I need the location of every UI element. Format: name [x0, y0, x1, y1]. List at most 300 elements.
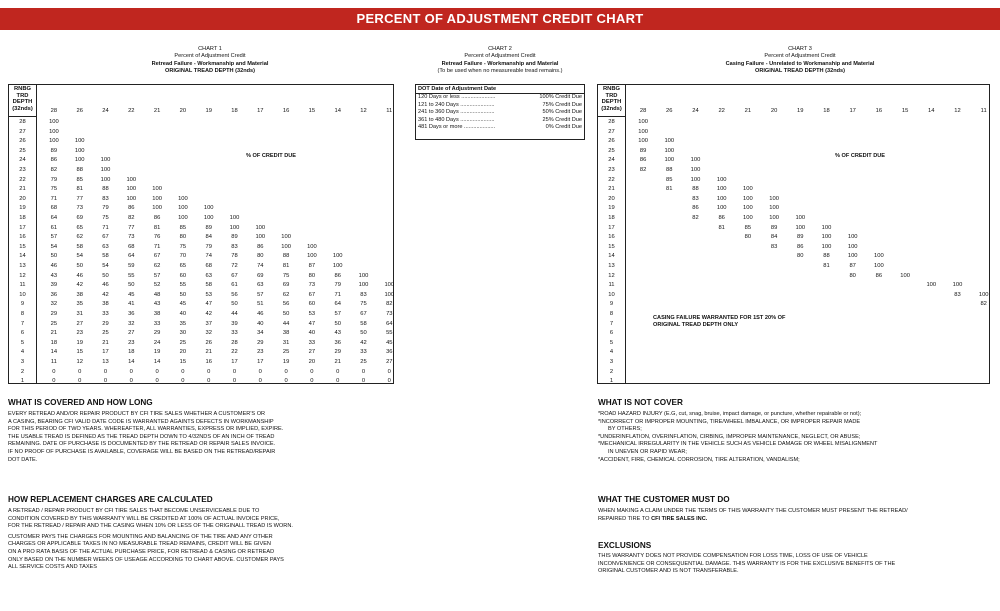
- chart1-cell: 43: [334, 330, 341, 337]
- chart1-col-header: 14: [334, 108, 341, 114]
- chart1-row-label: 5: [9, 340, 37, 346]
- chart1-cell: 100: [358, 272, 369, 279]
- chart1-cell: 100: [178, 195, 188, 202]
- chart1-cell: 19: [153, 349, 161, 356]
- chart1-cell: 33: [102, 311, 109, 317]
- chart1-cell: 50: [282, 311, 290, 317]
- chart1-cell: 100: [384, 291, 395, 298]
- chart3-cell: 88: [823, 253, 830, 260]
- chart2-subtitle: Percent of Adjustment Credit: [464, 53, 536, 60]
- covered-line: REMAINING. DATE OF PURCHASE IS DOCUMENTED BY THE RETREAD OR REPAIR SALES INVOICE.: [8, 441, 276, 448]
- chart1-cell: 42: [360, 339, 367, 346]
- chart3-cell: 82: [980, 301, 987, 308]
- chart3-cell: 100: [821, 243, 832, 250]
- chart1-row-label: 16: [9, 234, 37, 240]
- not-cover-item: *ACCIDENT, FIRE, CHEMICAL CORROSION, TIRE ALTERATION, VANDALISM;: [598, 456, 800, 463]
- chart3-col-header: 11: [980, 108, 987, 114]
- chart1-cell: 54: [102, 263, 109, 269]
- chart1-cell: 50: [179, 291, 187, 298]
- chart1-line4: ORIGINAL TREAD DEPTH (32nds): [164, 68, 256, 75]
- covered-line: EVERY RETREAD AND/OR REPAIR PRODUCT BY CFI TIRE SALES WHETHER A CUSTOMER'S OR: [8, 411, 266, 417]
- chart1-col-header: 19: [205, 108, 212, 114]
- chart3-cell: 85: [666, 176, 673, 183]
- chart1-cell: 14: [50, 349, 58, 356]
- chart1-cell: 42: [102, 291, 109, 298]
- chart1-title: CHART 1: [198, 46, 222, 52]
- chart2-title: CHART 2: [488, 46, 512, 52]
- chart1-cell: 73: [386, 311, 393, 317]
- chart3-cell: 100: [743, 215, 753, 221]
- chart2-row-label: 241 to 360 Days ......................: [418, 109, 495, 116]
- chart1-cell: 32: [205, 330, 212, 337]
- chart3-table: [597, 84, 990, 384]
- chart1-cell: 71: [153, 243, 161, 250]
- chart1-cell: 41: [128, 301, 135, 308]
- chart1-cell: 69: [282, 282, 290, 289]
- chart1-cell: 0: [232, 368, 237, 375]
- not-cover-item: BY OTHERS;: [608, 426, 642, 433]
- chart1-cell: 56: [231, 291, 238, 298]
- chart1-cell: 36: [386, 349, 393, 356]
- chart2-row: [416, 94, 584, 102]
- replacement-line: CHARGES OR APPLICABLE TAXES IN NO MEASURABLE TREAD REMAINS, CREDIT WILL BE GIVEN: [8, 541, 271, 548]
- chart3-row-label: 19: [598, 205, 626, 211]
- chart1-cell: 86: [153, 215, 161, 221]
- chart3-col-header: 12: [954, 108, 961, 114]
- chart1-row-header: RNBG TRD DEPTH (32nds): [9, 85, 37, 117]
- chart1-cell: 82: [50, 167, 58, 173]
- chart1-cell: 29: [50, 311, 58, 317]
- replacement-line: A RETREAD / REPAIR PRODUCT BY CFI TIRE SALES THAT BECOME UNSERVICEABLE DUE TO: [8, 508, 260, 514]
- chart1-cell: 0: [78, 378, 82, 385]
- chart3-cell: 85: [744, 224, 752, 231]
- chart1-cell: 63: [205, 272, 212, 279]
- chart1-cell: 0: [78, 368, 82, 375]
- chart1-cell: 0: [387, 378, 391, 385]
- chart3-note: % OF CREDIT DUE: [835, 153, 886, 159]
- chart1-cell: 63: [257, 282, 264, 289]
- chart3-row-label: 2: [598, 369, 626, 375]
- chart1-cell: 100: [74, 138, 85, 145]
- chart1-cell: 58: [205, 282, 212, 289]
- chart3-cell: 89: [639, 147, 647, 154]
- chart1-row-label: 21: [9, 186, 37, 192]
- chart3-subtitle: Percent of Adjustment Credit: [764, 53, 836, 60]
- chart1-cell: 25: [282, 349, 290, 356]
- chart1-cell: 20: [308, 359, 316, 365]
- chart1-cell: 74: [205, 253, 212, 260]
- chart2-header: [395, 46, 605, 76]
- chart1-cell: 53: [205, 291, 212, 298]
- chart1-cell: 50: [76, 263, 83, 269]
- chart1-cell: 32: [128, 320, 135, 327]
- customer-line1: WHEN MAKING A CLAIM UNDER THE TERMS OF THIS WARRANTY THE CUSTOMER MUST PRESENT THE RETREAD/: [598, 508, 908, 514]
- chart1-cell: 50: [360, 330, 367, 337]
- chart3-header: [690, 46, 910, 76]
- chart1-cell: 58: [102, 253, 109, 260]
- chart3-cell: 100: [638, 138, 648, 145]
- chart1-cell: 77: [128, 224, 135, 231]
- chart3-row-label: 16: [598, 234, 626, 240]
- chart3-row-label: 3: [598, 359, 626, 365]
- covered-line: THE USABLE TREAD IS DEFINED AS THE TREAD DEPTH DOWN TO 4/32NDS OF AN INCH OF TREAD: [8, 433, 275, 440]
- page-banner: PERCENT OF ADJUSTMENT CREDIT CHART: [0, 8, 1000, 30]
- chart1-cell: 0: [181, 368, 185, 375]
- chart3-col-header: 20: [770, 108, 778, 114]
- chart3-cell: 88: [666, 167, 673, 173]
- chart1-row-label: 15: [9, 244, 37, 250]
- chart3-row-label: 27: [598, 129, 626, 135]
- chart1-cell: 0: [258, 368, 262, 375]
- chart1-row-label: 20: [9, 196, 37, 202]
- chart1-cell: 100: [100, 176, 111, 183]
- chart1-cell: 39: [50, 282, 58, 289]
- chart1-cell: 38: [153, 311, 161, 317]
- chart1-row-label: 28: [9, 119, 37, 125]
- chart1-cell: 75: [282, 272, 290, 279]
- chart1-cell: 73: [76, 205, 83, 212]
- chart1-cell: 0: [181, 378, 185, 385]
- chart1-cell: 80: [308, 272, 316, 279]
- chart3-cell: 100: [716, 186, 727, 193]
- chart1-cell: 83: [360, 291, 367, 298]
- chart1-cell: 0: [155, 368, 159, 375]
- chart1-cell: 17: [102, 349, 109, 356]
- chart1-cell: 27: [76, 320, 83, 327]
- chart1-cell: 29: [102, 320, 109, 327]
- chart3-row-label: 20: [598, 196, 626, 202]
- chart1-cell: 59: [128, 263, 135, 269]
- chart3-cell: 100: [926, 282, 937, 289]
- chart1-cell: 12: [76, 359, 83, 365]
- chart3-col-header: 16: [875, 108, 883, 114]
- chart1-cell: 28: [231, 339, 238, 346]
- chart1-cell: 79: [50, 176, 58, 183]
- chart1-cell: 18: [50, 339, 58, 346]
- chart3-col-header: 26: [666, 108, 673, 114]
- chart1-cell: 88: [76, 167, 83, 173]
- chart1-row-label: 19: [9, 205, 37, 211]
- chart1-cell: 35: [76, 301, 83, 308]
- chart1-col-header: 17: [257, 108, 264, 114]
- chart1-row-label: 13: [9, 263, 37, 269]
- chart2-box-header: DOT Date of Adjustment Date: [416, 85, 584, 94]
- chart1-cell: 62: [282, 291, 290, 298]
- chart1-cell: 32: [50, 301, 58, 308]
- chart1-cell: 65: [76, 224, 83, 231]
- chart1-cell: 64: [334, 301, 341, 308]
- chart1-cell: 76: [153, 234, 161, 241]
- chart3-cell: 87: [849, 263, 856, 269]
- replacement-text: [8, 508, 388, 575]
- chart3-cell: 100: [664, 157, 675, 164]
- chart1-cell: 75: [360, 301, 367, 308]
- chart1-cell: 77: [76, 195, 83, 202]
- chart1-cell: 67: [360, 311, 367, 317]
- chart1-cell: 46: [76, 272, 83, 279]
- chart3-cell: 100: [690, 157, 701, 164]
- chart1-cell: 81: [153, 224, 161, 231]
- chart1-cell: 0: [310, 378, 314, 385]
- chart3-cell: 89: [797, 234, 804, 241]
- chart2-row: [416, 117, 584, 125]
- chart2-row-value: 25% Credit Due: [542, 116, 582, 123]
- chart3-cell: 100: [952, 282, 963, 289]
- chart1-cell: 47: [205, 301, 212, 308]
- chart2-row-label: 361 to 480 Days ......................: [418, 116, 495, 123]
- chart1-cell: 100: [229, 215, 240, 221]
- chart1-cell: 45: [386, 339, 393, 346]
- chart1-row-label: 11: [9, 282, 37, 288]
- chart3-row-label: 6: [598, 330, 626, 336]
- chart1-cell: 85: [179, 224, 187, 231]
- chart1-cell: 86: [50, 157, 58, 164]
- chart3-cell: 100: [847, 243, 858, 250]
- chart1-cell: 54: [76, 253, 83, 260]
- chart3-row-label: 28: [598, 119, 626, 125]
- not-cover-item: IN UNEVEN OR RAPID WEAR;: [608, 448, 687, 455]
- chart3-col-header: 21: [744, 108, 752, 114]
- chart1-cell: 25: [50, 320, 58, 327]
- chart1-cell: 55: [386, 330, 393, 337]
- chart3-cell: 86: [797, 243, 804, 250]
- covered-line: A CASING, BEARING CFI VALID DATE CODE IS WARRANTED AGAINTS DEFECTS IN WORKMANSHIP: [8, 418, 274, 425]
- chart3-col-header: 22: [718, 108, 725, 114]
- chart3-cell: 100: [978, 291, 989, 298]
- chart3-cell: 100: [690, 176, 701, 183]
- chart1-cell: 100: [74, 147, 85, 154]
- chart1-table: [8, 84, 394, 384]
- replacement-title: HOW REPLACEMENT CHARGES ARE CALCULATED: [8, 495, 213, 504]
- chart3-col-header: 17: [849, 108, 856, 114]
- chart1-col-header: 15: [308, 108, 316, 114]
- chart3-title: CHART 3: [788, 46, 812, 52]
- chart1-cell: 22: [231, 349, 238, 356]
- chart1-cell: 21: [50, 330, 58, 337]
- chart1-row-label: 26: [9, 138, 37, 144]
- chart1-cell: 78: [231, 253, 238, 260]
- chart3-cell: 83: [954, 291, 961, 298]
- chart1-cell: 79: [334, 282, 341, 289]
- chart1-cell: 0: [232, 378, 237, 385]
- chart1-cell: 55: [179, 282, 187, 289]
- chart1-cell: 34: [257, 330, 264, 337]
- chart1-cell: 64: [50, 215, 58, 221]
- chart1-row-label: 4: [9, 349, 37, 355]
- not-cover-item: *UNDERINFLATION, OVERINFLATION, CIRBING, IMPROPER MAINTENANCE, NEGLECT, OR ABUSE;: [598, 433, 861, 440]
- chart1-cell: 0: [155, 378, 159, 385]
- chart1-cell: 100: [255, 224, 266, 231]
- chart1-cell: 81: [282, 263, 290, 269]
- chart1-cell: 38: [76, 291, 83, 298]
- chart1-cell: 62: [153, 263, 161, 269]
- chart1-col-header: 21: [153, 108, 161, 114]
- exclusions-line: ORIGINAL CUSTOMER AND IS NOT TRANSFERABLE.: [598, 568, 739, 575]
- chart3-cell: 100: [716, 176, 727, 183]
- chart1-cell: 25: [179, 339, 187, 346]
- chart1-cell: 50: [128, 282, 135, 289]
- chart1-cell: 50: [102, 272, 109, 279]
- chart1-cell: 16: [205, 359, 212, 365]
- chart1-cell: 19: [282, 359, 290, 365]
- chart1-cell: 68: [128, 243, 135, 250]
- chart1-cell: 100: [384, 282, 395, 289]
- chart1-row-label: 6: [9, 330, 37, 336]
- chart1-col-header: 26: [76, 108, 83, 114]
- chart3-cell: 86: [718, 215, 725, 221]
- chart1-cell: 50: [334, 320, 341, 327]
- chart1-cell: 73: [308, 282, 316, 289]
- chart3-cell: 86: [875, 272, 883, 279]
- chart1-cell: 25: [102, 330, 109, 337]
- not-cover-text: [598, 411, 998, 464]
- chart1-cell: 52: [153, 282, 161, 289]
- chart3-cell: 100: [769, 205, 779, 212]
- chart1-cell: 29: [153, 330, 161, 337]
- customer-line2: REPAIRED TIRE TO CFI TIRE SALES INC.: [598, 515, 708, 522]
- chart3-col-header: 19: [797, 108, 804, 114]
- chart3-row-label: 7: [598, 321, 626, 327]
- chart1-line3: Retread Failure - Workmanship and Material: [151, 60, 269, 67]
- chart1-cell: 86: [128, 205, 135, 212]
- customer-title: WHAT THE CUSTOMER MUST DO: [598, 495, 730, 504]
- chart1-cell: 29: [257, 339, 264, 346]
- chart1-cell: 100: [100, 157, 111, 164]
- chart1-cell: 18: [128, 349, 135, 356]
- exclusions-line: INCONVENIENCE OR CONSEQUENTIAL DAMAGE. THIS WARRANTY IS FOR THE EXCLUSIVE BENEFITS OF THE: [598, 560, 896, 567]
- chart1-cell: 57: [50, 234, 58, 241]
- chart1-cell: 71: [334, 291, 341, 298]
- covered-text: [8, 411, 388, 464]
- replacement-line: CUSTOMER PAYS THE CHARGES FOR MOUNTING AND BALANCING OF THE TIRE AND ANY OTHER: [8, 533, 273, 540]
- chart1-cell: 0: [207, 378, 211, 385]
- chart1-row-label: 10: [9, 292, 37, 298]
- chart1-cell: 82: [128, 215, 135, 221]
- chart1-cell: 81: [76, 186, 83, 193]
- chart3-cell: 100: [795, 215, 806, 221]
- chart3-cell: 100: [743, 205, 753, 212]
- chart3-cell: 80: [849, 272, 856, 279]
- chart1-cell: 42: [205, 311, 212, 317]
- chart3-cell: 100: [664, 147, 675, 154]
- chart1-cell: 67: [102, 234, 109, 241]
- chart1-cell: 27: [128, 330, 135, 337]
- chart3-cell: 100: [638, 128, 648, 135]
- covered-line: IF NO PROOF OF PURCHASE IS AVAILABLE, COVERAGE WILL BE BASED ON THE RETREAD/REPAIR: [8, 448, 276, 455]
- chart1-cell: 88: [102, 186, 109, 193]
- chart3-cell: 86: [692, 205, 699, 212]
- chart1-cell: 0: [207, 368, 211, 375]
- chart1-row-label: 17: [9, 225, 37, 231]
- chart2-row: [416, 102, 584, 110]
- chart1-cell: 100: [152, 205, 162, 212]
- chart3-row-label: 4: [598, 349, 626, 355]
- chart1-cell: 100: [100, 167, 111, 173]
- chart3-cell: 81: [823, 263, 830, 269]
- replacement-line: CONDITION COVERED BY THIS WARRANTY WILL BE CREDITED AT 100% OF ACTUAL INVOICE PRICE,: [8, 515, 280, 522]
- chart1-cell: 79: [205, 243, 212, 250]
- chart1-cell: 44: [282, 320, 290, 327]
- chart3-cell: 100: [821, 224, 832, 231]
- chart1-cell: 50: [231, 301, 238, 308]
- chart3-col-header: 24: [692, 108, 699, 114]
- chart1-cell: 100: [49, 128, 59, 135]
- chart3-row-label: 23: [598, 167, 626, 173]
- chart3-cell: 84: [770, 234, 778, 241]
- chart1-cell: 33: [360, 349, 367, 356]
- chart3-cell: 100: [769, 215, 779, 221]
- chart1-cell: 25: [360, 359, 367, 365]
- chart1-cell: 39: [231, 320, 238, 327]
- chart3-row-label: 5: [598, 340, 626, 346]
- chart1-header: [110, 46, 310, 76]
- chart1-cell: 48: [153, 291, 161, 298]
- covered-line: DOT DATE.: [8, 456, 38, 463]
- chart1-cell: 24: [153, 339, 161, 346]
- chart1-cell: 36: [50, 291, 58, 298]
- chart3-cell: 100: [874, 253, 884, 260]
- chart1-cell: 14: [128, 359, 135, 365]
- covered-title: WHAT IS COVERED AND HOW LONG: [8, 398, 153, 407]
- chart1-cell: 65: [179, 263, 187, 269]
- chart3-row-label: 10: [598, 292, 626, 298]
- chart3-cell: 100: [874, 263, 884, 269]
- chart1-cell: 21: [205, 349, 212, 356]
- chart1-cell: 100: [126, 176, 137, 183]
- chart1-cell: 19: [76, 339, 83, 346]
- chart1-cell: 20: [179, 349, 187, 356]
- chart2-row: [416, 109, 584, 117]
- chart1-cell: 100: [126, 186, 137, 193]
- chart1-cell: 60: [179, 272, 187, 279]
- chart1-cell: 80: [179, 234, 187, 241]
- chart1-cell: 67: [153, 253, 161, 260]
- chart1-cell: 17: [231, 359, 238, 365]
- chart1-cell: 23: [128, 339, 135, 346]
- chart3-cell: 88: [692, 186, 699, 193]
- chart3-cell: 80: [744, 234, 752, 241]
- chart3-cell: 100: [821, 234, 832, 241]
- replacement-line: ON A PRO RATA BASIS OF THE ACTUAL PURCHASE PRICE, FOR RETREAD & CASING OR RETREAD: [8, 548, 275, 555]
- chart1-cell: 23: [76, 330, 83, 337]
- chart1-col-header: 12: [360, 108, 367, 114]
- chart3-row-label: 22: [598, 177, 626, 183]
- chart3-line3: Casing Failure - Unrelated to Workmanship and Material: [725, 60, 875, 67]
- chart3-row-label: 26: [598, 138, 626, 144]
- chart1-row-label: 3: [9, 359, 37, 365]
- chart1-cell: 31: [282, 339, 290, 346]
- chart1-cell: 68: [50, 205, 58, 212]
- chart1-cell: 67: [308, 291, 316, 298]
- chart1-cell: 72: [231, 263, 238, 269]
- not-cover-item: *INCORRECT OR IMPROPER MOUNTING, TIRE/WHEEL IMBALANCE, OR IMPROPER REPAIR MADE: [598, 418, 861, 425]
- chart1-cell: 17: [257, 359, 264, 365]
- chart1-col-header: 28: [50, 108, 58, 114]
- chart1-cell: 45: [128, 291, 135, 298]
- chart1-note: % OF CREDIT DUE: [246, 153, 297, 159]
- chart1-cell: 57: [334, 311, 341, 317]
- chart1-cell: 0: [387, 368, 391, 375]
- chart1-cell: 100: [74, 157, 85, 164]
- chart1-cell: 0: [310, 368, 314, 375]
- chart1-cell: 29: [334, 349, 341, 356]
- chart1-cell: 57: [257, 291, 264, 298]
- replacement-line: ONLY BASED ON THE NUMBER WEEKS OF USEAGE ACCORDING TO CHART ABOVE. CUSTOMER PAYS: [8, 556, 284, 563]
- chart1-cell: 0: [336, 368, 340, 375]
- chart1-cell: 79: [102, 205, 109, 212]
- chart1-cell: 89: [231, 234, 238, 241]
- replacement-line: FOR THE RETREAD / REPAIR AND THE CASING WHEN 10% OR LESS OF THE ORIGINALL TREAD IS WORN.: [8, 523, 293, 530]
